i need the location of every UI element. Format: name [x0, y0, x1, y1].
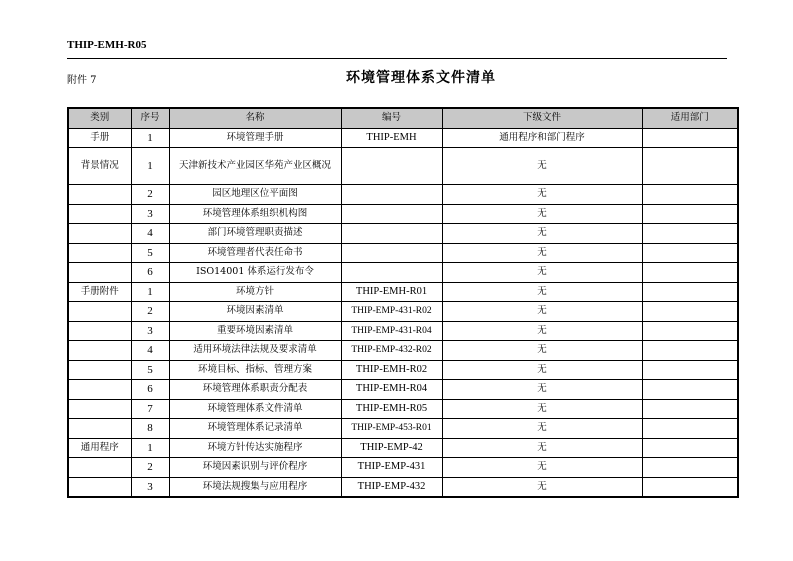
cell-code: THIP-EMH-R02	[341, 360, 442, 380]
cell-department	[642, 321, 738, 341]
document-code: THIP-EMH-R05	[67, 39, 147, 51]
cell-number: 2	[131, 458, 169, 478]
table-row	[68, 148, 738, 185]
cell-sub-documents: 通用程序和部门程序	[442, 128, 642, 148]
cell-category	[68, 185, 131, 205]
cell-department	[642, 380, 738, 400]
cell-number: 6	[131, 380, 169, 400]
cell-category: 手册	[68, 128, 131, 148]
cell-category	[68, 477, 131, 497]
cell-name: 环境方针	[169, 282, 341, 302]
cell-sub-documents: 无	[442, 148, 642, 185]
table-row	[68, 302, 738, 322]
header-rule	[67, 58, 727, 59]
cell-category	[68, 204, 131, 224]
cell-sub-documents: 无	[442, 477, 642, 497]
cell-sub-documents: 无	[442, 224, 642, 244]
cell-number: 1	[131, 128, 169, 148]
cell-department	[642, 185, 738, 205]
column-header-name: 名称	[169, 108, 341, 128]
cell-number: 1	[131, 438, 169, 458]
table-row	[68, 458, 738, 478]
cell-number: 3	[131, 477, 169, 497]
cell-name: 园区地理区位平面图	[169, 185, 341, 205]
table-row	[68, 360, 738, 380]
cell-sub-documents: 无	[442, 380, 642, 400]
cell-category: 手册附件	[68, 282, 131, 302]
cell-code: THIP-EMP-42	[341, 438, 442, 458]
cell-department	[642, 148, 738, 185]
cell-name: 天津新技术产业园区华苑产业区概况	[169, 148, 341, 185]
cell-number: 1	[131, 148, 169, 185]
table-body	[68, 128, 738, 497]
cell-name: 环境管理手册	[169, 128, 341, 148]
cell-category	[68, 458, 131, 478]
table-row	[68, 438, 738, 458]
cell-number: 4	[131, 224, 169, 244]
table-row	[68, 282, 738, 302]
cell-code	[341, 204, 442, 224]
cell-code	[341, 185, 442, 205]
cell-name: 环境管理体系记录清单	[169, 419, 341, 439]
cell-code: THIP-EMH-R04	[341, 380, 442, 400]
cell-category	[68, 302, 131, 322]
cell-sub-documents: 无	[442, 419, 642, 439]
table-row	[68, 204, 738, 224]
cell-category	[68, 224, 131, 244]
cell-code	[341, 224, 442, 244]
cell-name: 环境因素清单	[169, 302, 341, 322]
table-row	[68, 341, 738, 361]
cell-code: THIP-EMP-431-R02	[341, 302, 442, 322]
cell-name: 环境目标、指标、管理方案	[169, 360, 341, 380]
cell-category	[68, 341, 131, 361]
table-row	[68, 224, 738, 244]
cell-number: 5	[131, 360, 169, 380]
cell-code: THIP-EMP-431	[341, 458, 442, 478]
attachment-label: 附件 7	[67, 75, 97, 86]
cell-name: 环境因素识别与评价程序	[169, 458, 341, 478]
cell-code: THIP-EMH	[341, 128, 442, 148]
cell-sub-documents: 无	[442, 399, 642, 419]
cell-sub-documents: 无	[442, 438, 642, 458]
table-row	[68, 380, 738, 400]
cell-sub-documents: 无	[442, 341, 642, 361]
cell-department	[642, 477, 738, 497]
document-list-table	[67, 107, 739, 498]
cell-code: THIP-EMP-432	[341, 477, 442, 497]
cell-department	[642, 128, 738, 148]
table-row	[68, 399, 738, 419]
cell-name: 环境管理体系文件清单	[169, 399, 341, 419]
cell-code	[341, 148, 442, 185]
cell-department	[642, 224, 738, 244]
cell-sub-documents: 无	[442, 360, 642, 380]
column-header-department: 适用部门	[642, 108, 738, 128]
cell-code: THIP-EMP-432-R02	[341, 341, 442, 361]
table-row	[68, 419, 738, 439]
cell-sub-documents: 无	[442, 282, 642, 302]
cell-number: 3	[131, 204, 169, 224]
cell-code: THIP-EMH-R01	[341, 282, 442, 302]
cell-category	[68, 243, 131, 263]
cell-department	[642, 360, 738, 380]
cell-department	[642, 419, 738, 439]
cell-sub-documents: 无	[442, 204, 642, 224]
table-row	[68, 263, 738, 283]
cell-department	[642, 341, 738, 361]
table-row	[68, 185, 738, 205]
cell-name: 环境管理者代表任命书	[169, 243, 341, 263]
cell-department	[642, 438, 738, 458]
cell-code	[341, 243, 442, 263]
cell-department	[642, 302, 738, 322]
cell-code: THIP-EMP-453-R01	[341, 419, 442, 439]
cell-department	[642, 458, 738, 478]
cell-name: 环境方针传达实施程序	[169, 438, 341, 458]
cell-category	[68, 399, 131, 419]
cell-name: 环境法规搜集与应用程序	[169, 477, 341, 497]
cell-name: 重要环境因素清单	[169, 321, 341, 341]
cell-number: 1	[131, 282, 169, 302]
cell-category	[68, 321, 131, 341]
column-header-sub-documents: 下级文件	[442, 108, 642, 128]
cell-category: 背景情况	[68, 148, 131, 185]
cell-department	[642, 399, 738, 419]
cell-name: ISO14001 体系运行发布令	[169, 263, 341, 283]
cell-number: 7	[131, 399, 169, 419]
cell-department	[642, 204, 738, 224]
cell-number: 4	[131, 341, 169, 361]
cell-sub-documents: 无	[442, 263, 642, 283]
cell-category	[68, 419, 131, 439]
cell-category	[68, 360, 131, 380]
cell-sub-documents: 无	[442, 185, 642, 205]
cell-code	[341, 263, 442, 283]
cell-sub-documents: 无	[442, 458, 642, 478]
cell-code: THIP-EMH-R05	[341, 399, 442, 419]
cell-number: 2	[131, 185, 169, 205]
table-row	[68, 128, 738, 148]
cell-number: 6	[131, 263, 169, 283]
cell-department	[642, 243, 738, 263]
column-header-number: 序号	[131, 108, 169, 128]
table-row	[68, 243, 738, 263]
cell-name: 环境管理体系职责分配表	[169, 380, 341, 400]
page-title: 环境管理体系文件清单	[346, 70, 496, 86]
cell-category: 通用程序	[68, 438, 131, 458]
cell-name: 环境管理体系组织机构图	[169, 204, 341, 224]
cell-department	[642, 263, 738, 283]
table-row	[68, 477, 738, 497]
table-row	[68, 321, 738, 341]
cell-sub-documents: 无	[442, 321, 642, 341]
column-header-category: 类别	[68, 108, 131, 128]
cell-department	[642, 282, 738, 302]
cell-number: 2	[131, 302, 169, 322]
column-header-code: 编号	[341, 108, 442, 128]
cell-name: 部门环境管理职责描述	[169, 224, 341, 244]
cell-category	[68, 263, 131, 283]
cell-code: THIP-EMP-431-R04	[341, 321, 442, 341]
cell-name: 适用环境法律法规及要求清单	[169, 341, 341, 361]
cell-sub-documents: 无	[442, 302, 642, 322]
cell-sub-documents: 无	[442, 243, 642, 263]
cell-category	[68, 380, 131, 400]
cell-number: 3	[131, 321, 169, 341]
cell-number: 8	[131, 419, 169, 439]
cell-number: 5	[131, 243, 169, 263]
table-header-row	[68, 108, 738, 128]
